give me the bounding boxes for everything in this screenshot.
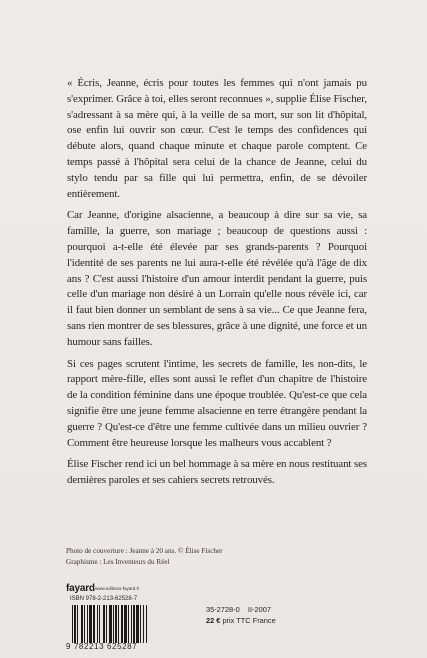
isbn-label: ISBN 978-2-213-62528-7 (70, 596, 138, 602)
blurb-paragraph-1: « Écris, Jeanne, écris pour toutes les femmes qui n'ont jamais pu s'exprimer. Grâce à toi, elles seront reconnues », supplie Élise Fischer, s'adressant à sa mère qui, à la veille de sa mort, sur son lit d'hôpital, ose enfin lui ouvrir son cœur. C'est le temps des confidences qui débute alors, quand chaque minute et chaque parole comptent. Ce temps passé à l'hôpital sera celui de la chance de Jeanne, celui du stylo tendu par sa fille qui lui permettra, enfin, de se dévoiler entièrement. (67, 77, 367, 200)
blurb-paragraph-2: Car Jeanne, d'origine alsacienne, a beaucoup à dire sur sa vie, sa famille, la guerre, son mariage ; beaucoup de questions aussi : pourquoi a-t-elle été élevée par ses grands-parents ? Pourquoi l'identité de ses parents ne lui aura-t-elle été révélée qu'à l'âge de dix ans ? C'est aussi l'histoire d'un amour interdit pendant la guerre, puis celle d'un mariage non désiré à un Lorrain qu'elle nous révèle ici, car il faut bien donner un semblant de sens à sa vie... Ce que Jeanne fera, sans rien montrer de ses blessures, grâce à une dignité, une force et un humour sans failles. (67, 209, 367, 348)
price-note: prix TTC France (222, 616, 276, 625)
barcode-bars (72, 605, 170, 643)
price-codes (206, 604, 276, 626)
edition-date: II-2007 (247, 605, 271, 614)
price: 22 € (206, 616, 221, 625)
blurb-text (67, 76, 367, 489)
credits (66, 546, 326, 567)
publisher-logo: fayard (66, 583, 95, 594)
barcode (66, 596, 174, 654)
graphics-credit: Graphisme : Les Inventeurs du Réel (66, 557, 170, 566)
barcode-digits: 9 782213 625287 (66, 642, 138, 651)
cover-photo-credit: Photo de couverture : Jeanne à 20 ans. © Élise Fischer (66, 547, 223, 555)
blurb-paragraph-4: Élise Fischer rend ici un bel hommage à sa mère en nous restituant ses dernières paroles et ses cahiers secrets retrouvés. (67, 458, 367, 487)
publisher-url: www.editions-fayard.fr (95, 586, 140, 591)
reference-code: 35-2728-0 (206, 605, 240, 614)
blurb-paragraph-3: Si ces pages scrutent l'intime, les secrets de famille, les non-dits, le rapport mère-fille, elles sont aussi le reflet d'un chapitre de l'histoire de la condition féminine dans une époque troublée. Qu'est-ce que cela signifie être une jeune femme alsacienne en terre étrangère pendant la guerre ? Qu'est-ce d'être une femme cultivée dans un milieu ouvrier ? Comment être heureuse lorsque les malheurs vous accablent ? (67, 357, 367, 449)
